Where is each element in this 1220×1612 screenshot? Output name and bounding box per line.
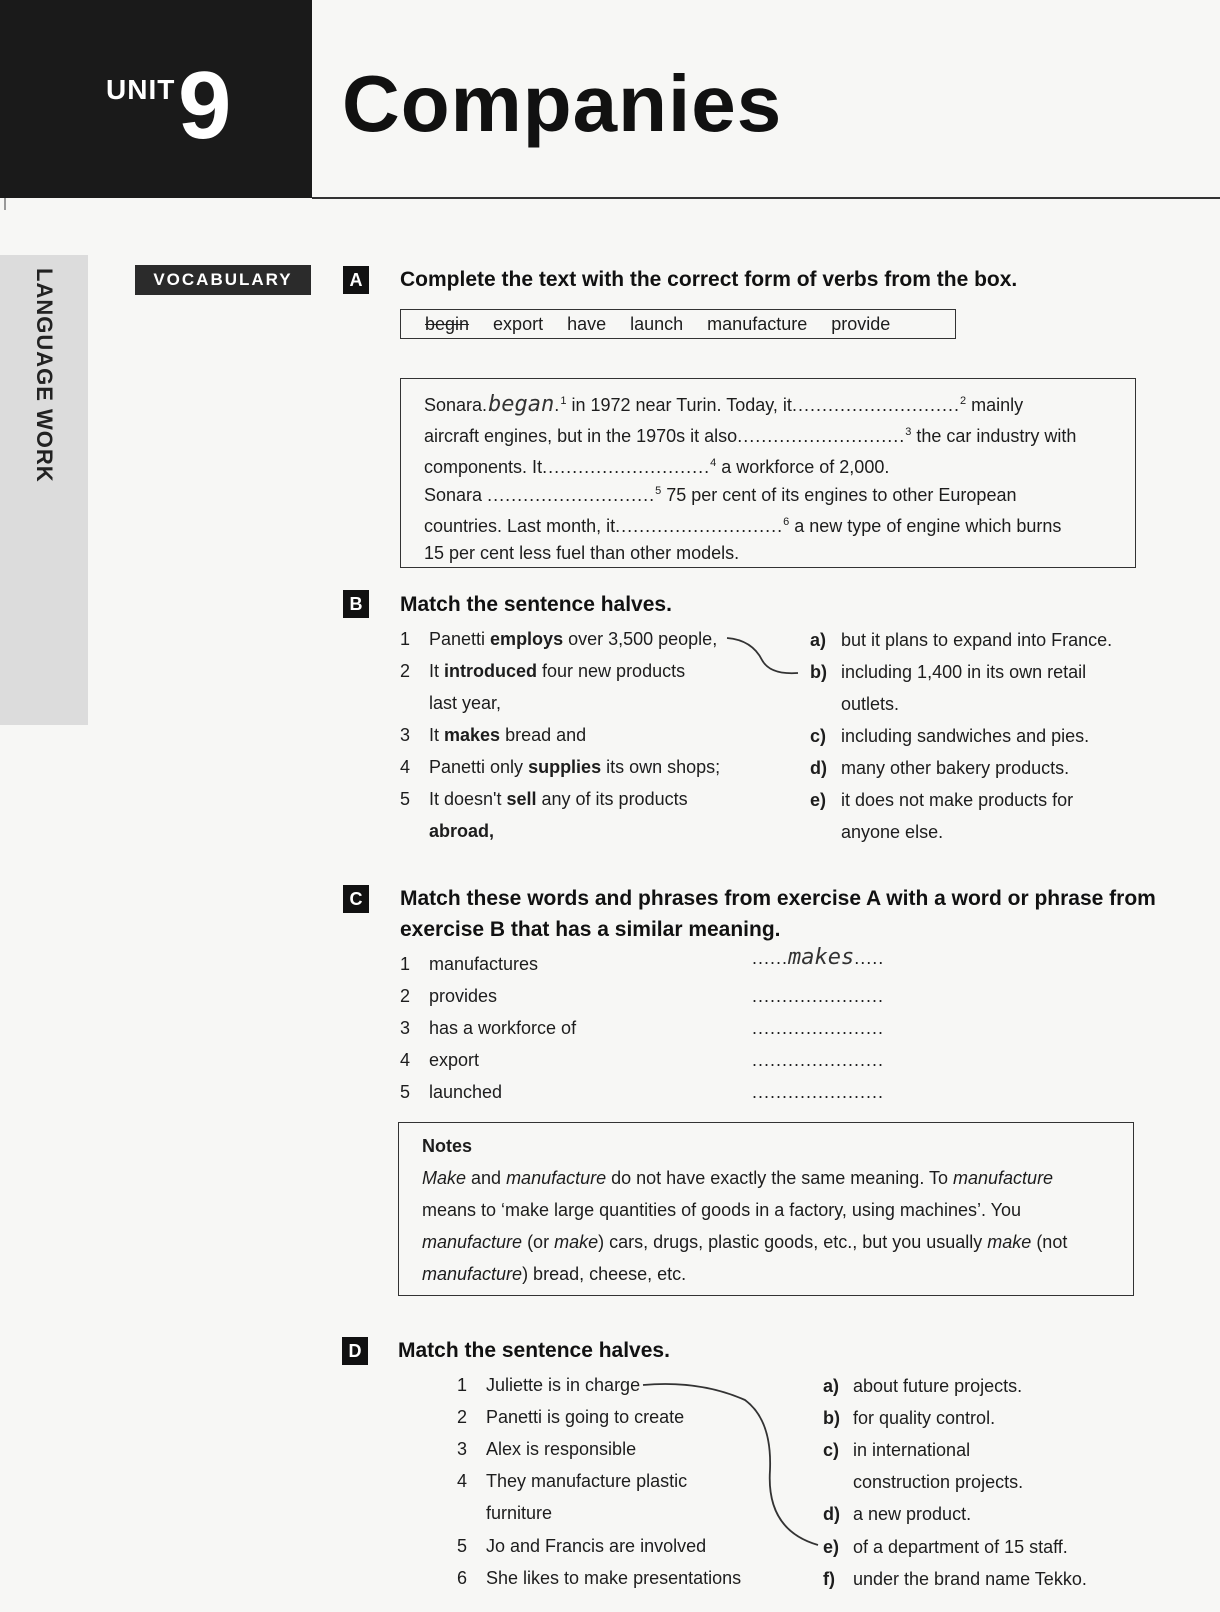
exercise-c-instruction: Match these words and phrases from exercise A with a word or phrase from	[400, 887, 1156, 910]
notes-line: means to ‘make large quantities of goods in a factory, using machines’. You	[422, 1200, 1022, 1220]
unit-label: UNIT	[106, 74, 176, 105]
list-item-text: It makes bread and	[429, 725, 587, 745]
word-box-item: manufacture	[707, 313, 808, 334]
answer-line[interactable]: ......................	[752, 1082, 885, 1102]
match-line-d1	[643, 1384, 818, 1545]
option-text-cont: construction projects.	[853, 1472, 1024, 1492]
word-box-item: provide	[831, 313, 891, 334]
exercise-a-paragraph-2: Sonara ............................$^5$ 75 per cent of its engines to other European countries. Last month, it............................$^6$ a new type of engine which burns 15 per cent less fuel than other models.	[424, 485, 1062, 563]
list-item-text: It introduced four new products	[429, 661, 686, 681]
word-box-item: launch	[630, 313, 684, 334]
exercise-a-badge: A	[343, 266, 369, 294]
text: components. It	[424, 457, 543, 477]
list-item-text: manufactures	[429, 954, 539, 974]
item-number: 3	[457, 1439, 468, 1459]
word-box-item: have	[567, 313, 607, 334]
page-title: Companies	[342, 59, 783, 148]
list-item-text: Juliette is in charge	[486, 1375, 641, 1395]
option-text: about future projects.	[853, 1376, 1023, 1396]
text: a workforce of 2,000.	[721, 457, 890, 477]
list-item-text: export	[429, 1050, 480, 1070]
list-item-text: She likes to make presentations	[486, 1568, 742, 1588]
text: 15 per cent less fuel than other models.	[424, 543, 740, 563]
option-text: under the brand name Tekko.	[853, 1569, 1087, 1589]
item-number: 1	[400, 629, 411, 649]
list-item-text: launched	[429, 1082, 503, 1102]
item-number: 4	[400, 757, 411, 777]
option-text: including 1,400 in its own retail	[841, 662, 1087, 682]
list-item-text: provides	[429, 986, 498, 1006]
list-item-text: Alex is responsible	[486, 1439, 637, 1459]
item-number: 2	[400, 986, 411, 1006]
text: a new type of engine which burns	[794, 516, 1062, 536]
list-item-text: It doesn't sell any of its products	[429, 789, 688, 809]
item-number: 3	[400, 1018, 411, 1038]
option-text-cont: anyone else.	[841, 822, 944, 842]
word-box-item: export	[493, 313, 544, 334]
item-number: 2	[400, 661, 411, 681]
option-letter: c)	[810, 726, 827, 746]
option-letter: a)	[810, 630, 827, 650]
option-text: it does not make products for	[841, 790, 1074, 810]
list-item-text: Panetti is going to create	[486, 1407, 685, 1427]
list-item-text: Panetti employs over 3,500 people,	[429, 629, 718, 649]
list-item-text-cont: last year,	[429, 693, 502, 713]
item-number: 6	[457, 1568, 468, 1588]
item-number: 4	[457, 1471, 468, 1491]
section-badge: VOCABULARY	[135, 265, 311, 295]
notes-title: Notes	[422, 1136, 473, 1156]
answer-line[interactable]: ......makes.....	[752, 945, 885, 970]
exercise-c-badge: C	[343, 885, 369, 913]
handwritten-answer: makes	[788, 945, 855, 970]
list-item-text: They manufacture plastic	[486, 1471, 688, 1491]
item-number: 5	[457, 1536, 468, 1556]
answer-line[interactable]: ......................	[752, 1050, 885, 1070]
answer-line[interactable]: ......................	[752, 1018, 885, 1038]
option-text: in international	[853, 1440, 971, 1460]
item-number: 5	[400, 789, 411, 809]
option-letter: b)	[810, 662, 827, 682]
list-item-text: has a workforce of	[429, 1018, 577, 1038]
option-text: many other bakery products.	[841, 758, 1070, 778]
unit-number: 9	[178, 52, 232, 159]
option-text: but it plans to expand into France.	[841, 630, 1113, 650]
option-text-cont: outlets.	[841, 694, 900, 714]
option-letter: d)	[810, 758, 827, 778]
notes-content: Notes Make and manufacture do not have exactly the same meaning. To manufacture means to ‘make large quantities of goods in a factory, using machines’. You manufacture (or make) cars, drugs, plastic goods, etc., but you usually make (not manufacture) bread, cheese, etc.	[422, 1130, 1122, 1290]
option-letter: a)	[823, 1376, 840, 1396]
answer-line[interactable]: ......................	[752, 986, 885, 1006]
option-letter: e)	[810, 790, 827, 810]
option-letter: e)	[823, 1537, 840, 1557]
option-text: including sandwiches and pies.	[841, 726, 1090, 746]
item-number: 5	[400, 1082, 411, 1102]
exercise-b-instruction: Match the sentence halves.	[400, 593, 672, 616]
exercise-a-instruction: Complete the text with the correct form of verbs from the box.	[400, 268, 1018, 291]
text: countries. Last month, it	[424, 516, 616, 536]
text: aircraft engines, but in the 1970s it also	[424, 426, 738, 446]
match-line-b1	[727, 638, 798, 673]
option-letter: c)	[823, 1440, 840, 1460]
exercise-c-instruction-cont: exercise B that has a similar meaning.	[400, 918, 781, 941]
option-text: for quality control.	[853, 1408, 996, 1428]
list-item-text-cont: furniture	[486, 1503, 553, 1523]
word-box-item: begin	[425, 313, 470, 334]
exercise-b-badge: B	[343, 590, 369, 618]
list-item-text-cont: abroad,	[429, 821, 495, 841]
exercise-d-instruction: Match the sentence halves.	[398, 1339, 670, 1362]
option-letter: f)	[823, 1569, 835, 1589]
exercise-d-badge: D	[342, 1337, 368, 1365]
item-number: 3	[400, 725, 411, 745]
list-item-text: Jo and Francis are involved	[486, 1536, 707, 1556]
item-number: 4	[400, 1050, 411, 1070]
text: Sonara	[424, 485, 483, 505]
side-tab-label: LANGUAGE WORK	[32, 267, 57, 483]
text: the car industry with	[916, 426, 1077, 446]
item-number: 1	[400, 954, 411, 974]
option-letter: b)	[823, 1408, 840, 1428]
text: 75 per cent of its engines to other European	[666, 485, 1017, 505]
option-text: a new product.	[853, 1504, 972, 1524]
option-text: of a department of 15 staff.	[853, 1537, 1068, 1557]
exercise-a-paragraph-1: Sonara.began.$^1$ in 1972 near Turin. Today, it............................$^2$ mainly aircraft engines, but in the 1970s it also............................$^3$ the car industry with components. It............................$^4$ a workforce of 2,000.	[424, 392, 1077, 477]
text: mainly	[971, 395, 1024, 415]
item-number: 1	[457, 1375, 468, 1395]
text: in 1972 near Turin. Today, it	[571, 395, 792, 415]
text: Sonara	[424, 395, 483, 415]
list-item-text: Panetti only supplies its own shops;	[429, 757, 721, 777]
item-number: 2	[457, 1407, 468, 1427]
option-letter: d)	[823, 1504, 840, 1524]
handwritten-answer: began	[488, 392, 555, 417]
